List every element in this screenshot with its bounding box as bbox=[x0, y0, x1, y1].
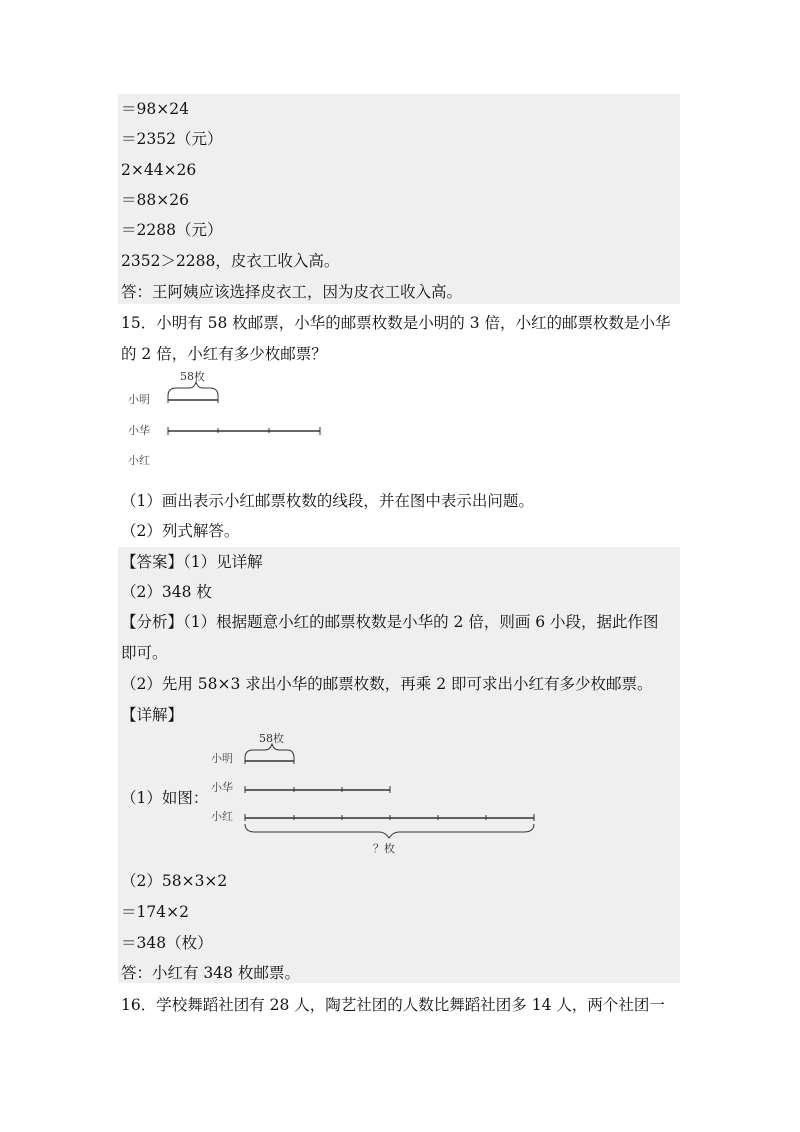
question-15-line-diagram bbox=[120, 368, 340, 474]
diagram2-brace-bottom bbox=[245, 824, 534, 838]
solution-line: ＝2288（元） bbox=[121, 221, 223, 239]
diagram-label-58: 58枚 bbox=[180, 370, 205, 383]
calc-line: （2）58×3×2 bbox=[121, 872, 228, 890]
question-15-sub2: （2）列式解答。 bbox=[121, 522, 240, 540]
solution-line: ＝2352（元） bbox=[121, 130, 223, 148]
answer-part2: （2）348 枚 bbox=[121, 583, 212, 601]
solution-line: ＝88×26 bbox=[121, 191, 189, 209]
solution-answer: 答：王阿姨应该选择皮衣工，因为皮衣工收入高。 bbox=[121, 283, 463, 301]
diagram2-label-58: 58枚 bbox=[259, 732, 284, 745]
diagram-brace-top bbox=[168, 382, 218, 396]
diagram-row-xiaoming: 小明 bbox=[128, 393, 150, 406]
final-answer: 答：小红有 348 枚邮票。 bbox=[121, 964, 300, 982]
question-15-sub1: （1）画出表示小红邮票枚数的线段，并在图中表示出问题。 bbox=[121, 492, 534, 510]
solution-line: 2×44×26 bbox=[121, 161, 197, 179]
solution-line: ＝98×24 bbox=[121, 100, 189, 118]
diagram-row-xiaohong: 小红 bbox=[128, 454, 150, 467]
calc-line: ＝348（枚） bbox=[121, 934, 213, 952]
detail-heading: 【详解】 bbox=[121, 706, 184, 724]
analysis-part1: 【分析】（1）根据题意小红的邮票枚数是小华的 2 倍，则画 6 小段，据此作图 bbox=[121, 613, 659, 631]
diagram2-row-xiaohong: 小红 bbox=[211, 810, 233, 823]
diagram2-row-xiaohua: 小华 bbox=[211, 781, 233, 794]
diagram2-row-xiaoming: 小明 bbox=[211, 752, 233, 765]
question-15-stem-line2: 的 2 倍，小红有多少枚邮票？ bbox=[121, 345, 327, 363]
prev-solution-block bbox=[118, 94, 680, 304]
analysis-part2: （2）先用 58×3 求出小华的邮票枚数，再乘 2 即可求出小红有多少枚邮票。 bbox=[121, 675, 653, 693]
answer-heading: 【答案】（1）见详解 bbox=[121, 553, 263, 571]
analysis-part1-cont: 即可。 bbox=[121, 644, 168, 662]
question-16-stem: 16．学校舞蹈社团有 28 人，陶艺社团的人数比舞蹈社团多 14 人，两个社团一 bbox=[121, 996, 665, 1014]
diagram2-label-question: ？枚 bbox=[373, 842, 395, 855]
detail-part1: （1）如图： bbox=[121, 789, 209, 807]
answer-line-diagram bbox=[205, 728, 550, 858]
calc-line: ＝174×2 bbox=[121, 903, 189, 921]
solution-line: 2352＞2288，皮衣工收入高。 bbox=[121, 252, 340, 270]
diagram-row-xiaohua: 小华 bbox=[128, 424, 150, 437]
diagram2-brace-top bbox=[245, 744, 294, 758]
question-15-stem-line1: 15．小明有 58 枚邮票，小华的邮票枚数是小明的 3 倍，小红的邮票枚数是小华 bbox=[121, 314, 671, 332]
